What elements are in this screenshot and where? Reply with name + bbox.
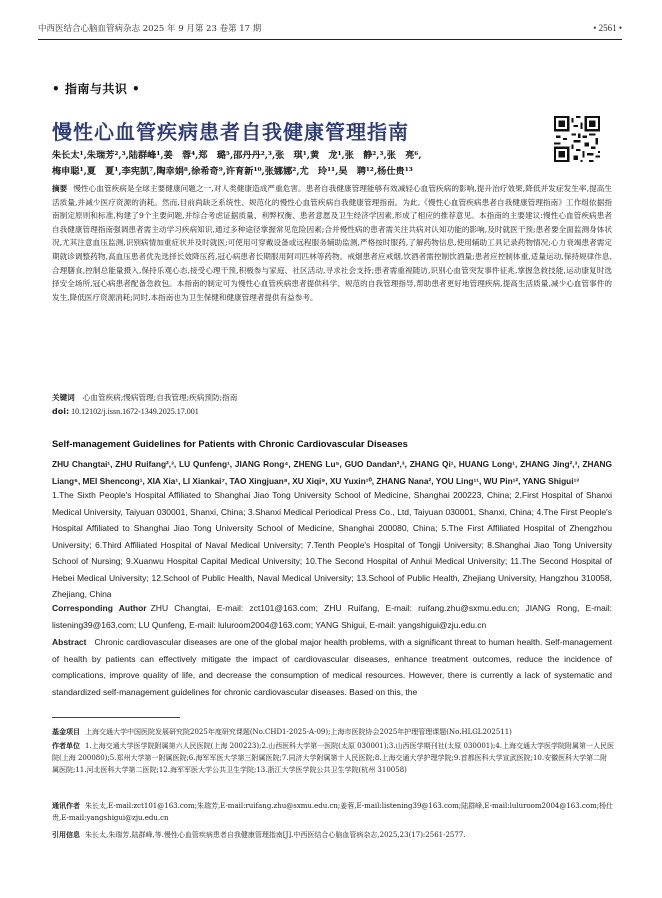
running-header [38, 16, 622, 40]
footnote-fund-text: 上海交通大学中国医院发展研究院2025年度研究课题(No.CHD1-2025-A-09);上海市医院协会2025年护理管理课题(No.HLGL202511) [85, 728, 512, 736]
abstract-en-text: Chronic cardiovascular diseases are one of the global major health problems, with a significant threat to human health. Self-management of health by patients can effectively mitigate the impact of cardiovascular diseases, enhance treatment outcomes, reduce the incidence of complications, improve quality of life, and decrease the consumption of medical resources. However, there is currently a lack of systematic and standardized self-management guidelines for chronic cardiovascular diseases. Based on this, the [52, 637, 612, 697]
footnote-corresponding-text: 朱长太,E-mail:zct101@163.com;朱瑞芳,E-mail:ruifang.zhu@sxmu.edu.cn;姜蓉,E-mail:listening39@163.com;陆群峰,E-mail:luluroom2004@163.com;杨仕贵,E-mail:yangshigui@zju.edu.cn [52, 802, 614, 822]
footnote-fund [52, 726, 614, 738]
abstract-cn-label: 摘要 [52, 184, 68, 193]
corresponding-en [52, 600, 612, 633]
footnote-units-text: 1.上海交通大学医学院附属第六人民医院(上海 200223);2.山西医科大学第一医院(太原 030001);3.山西医学期刊社(太原 030001);4.上海交通大学医学院附属第一人民医院(上海 200080);5.郑州大学第一附属医院;6.海军军医大学第三附属医院;7.同济大学附属第十人民医院;8.上海交通大学护理学院;9.首都医科大学宣武医院;10.安徽医科大学第二附属医院;11.河北医科大学第二医院;12.海军军医大学公共卫生学院;13.浙江大学医学院公共卫生学院(杭州 310058) [52, 742, 615, 774]
affiliations-en: 1.The Sixth People's Hospital Affiliated to Shanghai Jiao Tong University School of Medicine, Shanghai 200223, China; 2.First Hospital of Shanxi Medical University, Taiyuan 030001, Shanxi, China; 3.Shanxi Medical Periodical Press Co., Ltd, Taiyuan 030001, Shanxi, China; 4.The First People's Hospital Affiliated to Shanghai Jiao Tong University School of Medicine, Shanghai 200080, China; 5.The First Affiliated Hospital of Zhengzhou University; 6.Third Affiliated Hospital of Naval Medical University; 7.Tenth People's Hospital of Tongji University; 8.Shanghai Jiao Tong University School of Nursing; 9.Xuanwu Hospital Capital Medical University; 10.The Second Hospital of Anhui Medical University; 11.The Second Hospital of Hebei Medical University; 12.School of Public Health, Naval Medical University; 13.School of Public Health, Zhejiang University, Hangzhou 310058, Zhejiang, China [52, 490, 612, 599]
footnote-citation [52, 829, 614, 841]
footnote-citation-label: 引用信息 [52, 831, 80, 839]
abstract-en [52, 634, 612, 700]
doi [52, 407, 199, 416]
keywords-cn-label: 关键词 [52, 393, 75, 402]
abstract-cn-text: 慢性心血管疾病是全球主要健康问题之一,对人类健康造成严重危害。患者自我健康管理能够有效减轻心血管疾病的影响,提升治疗效果,降低并发症发生率,提高生活质量,并减少医疗资源的消耗。然而,目前尚缺乏系统性、规范化的慢性心血管疾病自我健康管理指南。为此,《慢性心血管疾病患者自我健康管理指南》工作组依据指南制定原则和标准,构建了9个主要问题,并综合考虑证据质量、利弊权衡、患者意愿及卫生经济学因素,形成了相应的推荐意见。本指南的主要建议:慢性心血管疾病患者自我健康管理指南强调患者需主动学习疾病知识,通过多种途径掌握常见危险因素;合并慢性病的患者需关注共病对认知功能的影响,及时就医干预;患者要全面监测身体状况,尤其注意血压监测,识别病情加重症状并及时就医;可使用可穿戴设备或远程服务辅助监测,严格按时服药,了解药物信息,使用辅助工具记录药物情况;心力衰竭患者需定期就诊调整药物,高血压患者优先选择长效降压药,冠心病患者长期服用阿司匹林等药物。戒烟患者应戒烟,饮酒者需控制饮酒量;患者应控制体重,适量运动,保持规律作息,合理膳食,控制总能量摄入,保持乐观心态,接受心理干预,积极参与家庭、社区活动,寻求社会支持;患者需重视随访,识别心血管突发事件征兆,掌握急救技能,运动康复时选择安全场所,冠心病患者配备急救包。本指南的制定可为慢性心血管疾病患者提供科学、规范的自我管理指导,帮助患者更好地管理疾病,提高生活质量,减少心血管事件的发生,降低医疗资源消耗;同时,本指南也为卫生保健和健康管理者提供有益参考。 [52, 184, 612, 302]
footnote-corresponding-label: 通讯作者 [52, 802, 80, 810]
keywords-cn-text: 心血管疾病;慢病管理;自我管理;疾病预防;指南 [82, 393, 238, 402]
footnote-divider [52, 717, 180, 718]
journal-issue: 中西医结合心脑血管病杂志 2025 年 9 月第 23 卷第 17 期 [38, 23, 262, 34]
footnote-citation-text: 朱长太,朱瑞芳,陆群峰,等.慢性心血管疾病患者自我健康管理指南[J].中西医结合心脑血管病杂志,2025,23(17):2561-2577. [85, 831, 466, 839]
corresponding-en-text: ZHU Changtai, E-mail: zct101@163.com; ZHU Ruifang, E-mail: ruifang.zhu@sxmu.edu.cn; JIANG Rong, E-mail: listening39@163.com; LU Qunfeng, E-mail: luluroom2004@163.com; YANG Shigui, E-mail: yangshigui@zju.edu.cn [52, 603, 612, 630]
article-title-en: Self-management Guidelines for Patients with Chronic Cardiovascular Diseases [52, 438, 408, 449]
doi-link[interactable]: 10.12102/j.issn.1672-1349.2025.17.001 [71, 407, 199, 416]
footnote-corresponding [52, 800, 614, 824]
footnote-units-label: 作者单位 [52, 742, 80, 750]
corresponding-en-label: Corresponding Author [52, 603, 147, 613]
page-number: • 2561 • [593, 22, 622, 33]
authors-en: ZHU Changtai¹, ZHU Ruifang²,³, LU Qunfeng¹, JIANG Rong⁴, ZHENG Lu⁵, GUO Dandan²,³, ZHANG Qi¹, HUANG Long¹, ZHANG Jing²,³, ZHANG Liang⁶, MEI Shencong¹, XIA Xia¹, LI Xiankai⁷, TAO Xingjuan⁸, XU Xiqi⁹, XU Yuxin¹⁰, ZHANG Nana², YOU Ling¹¹, WU Pin¹², YANG Shigui¹³ [52, 459, 612, 486]
abstract-cn [52, 182, 612, 304]
keywords-cn [52, 392, 237, 403]
authors-cn-line2: 梅申聪¹,夏 夏¹,李宪凯⁷,陶幸娟⁸,徐希奇⁹,许育新¹⁰,张娜娜²,尤 玲¹¹,吴 聘¹²,杨仕贵¹³ [52, 166, 413, 177]
footnote-fund-label: 基金项目 [52, 728, 80, 736]
qr-code-icon[interactable] [554, 116, 600, 162]
article-title-cn: 慢性心血管疾病患者自我健康管理指南 [52, 120, 409, 144]
doi-label: doi: [52, 407, 70, 416]
footnote-units [52, 740, 614, 776]
section-label: • 指南与共识 • [52, 82, 141, 96]
abstract-en-label: Abstract [52, 637, 87, 647]
authors-cn-line1: 朱长太¹,朱瑞芳²,³,陆群峰¹,姜 蓉⁴,郑 璐⁵,邵丹丹²,³,张 琪¹,黄 龙¹,张 静²,³,张 亮⁶, [52, 150, 422, 161]
